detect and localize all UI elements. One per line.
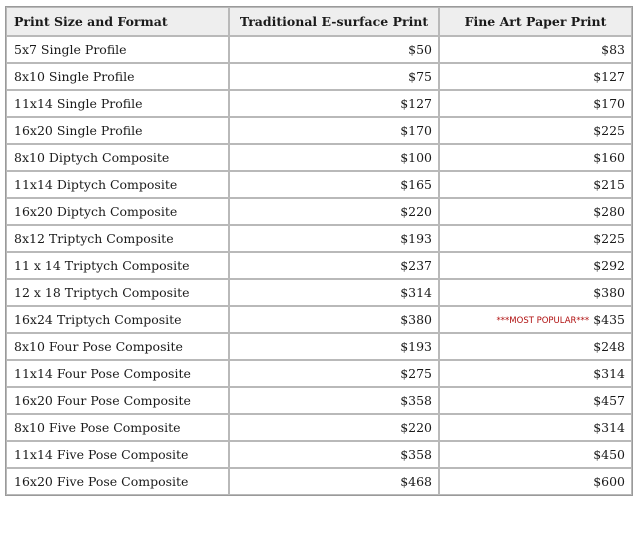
fine-art-price-cell: $314 (439, 414, 632, 441)
fine-art-price-cell: $225 (439, 117, 632, 144)
fine-art-price-cell: $127 (439, 63, 632, 90)
print-format-cell: 11x14 Diptych Composite (6, 171, 229, 198)
table-row (6, 117, 632, 144)
fine-art-price-cell: $83 (439, 36, 632, 63)
print-format-cell: 16x20 Diptych Composite (6, 198, 229, 225)
traditional-price-cell: $193 (229, 333, 439, 360)
fine-art-price-cell: $215 (439, 171, 632, 198)
pricing-table (5, 6, 633, 496)
table-row (6, 333, 632, 360)
traditional-price-cell: $100 (229, 144, 439, 171)
table-row (6, 225, 632, 252)
traditional-price-cell: $275 (229, 360, 439, 387)
header-fine-art-print: Fine Art Paper Print (439, 7, 632, 36)
fine-art-price-cell: $314 (439, 360, 632, 387)
traditional-price-cell: $468 (229, 468, 439, 495)
header-traditional-print: Traditional E-surface Print (229, 7, 439, 36)
fine-art-price-cell: $170 (439, 90, 632, 117)
table-row (6, 468, 632, 495)
traditional-price-cell: $75 (229, 63, 439, 90)
print-format-cell: 8x10 Single Profile (6, 63, 229, 90)
fine-art-price-cell (439, 306, 632, 333)
traditional-price-cell: $165 (229, 171, 439, 198)
print-format-cell: 8x10 Four Pose Composite (6, 333, 229, 360)
fine-art-price-cell: $160 (439, 144, 632, 171)
traditional-price-cell: $220 (229, 414, 439, 441)
print-format-cell: 16x20 Four Pose Composite (6, 387, 229, 414)
traditional-price-cell: $314 (229, 279, 439, 306)
fine-art-price-cell: $280 (439, 198, 632, 225)
traditional-price-cell: $193 (229, 225, 439, 252)
traditional-price-cell: $50 (229, 36, 439, 63)
traditional-price-cell: $358 (229, 387, 439, 414)
print-format-cell: 8x10 Diptych Composite (6, 144, 229, 171)
print-format-cell: 16x24 Triptych Composite (6, 306, 229, 333)
traditional-price-cell: $237 (229, 252, 439, 279)
print-format-cell: 8x10 Five Pose Composite (6, 414, 229, 441)
fine-art-price-cell: $457 (439, 387, 632, 414)
table-row (6, 90, 632, 117)
fine-art-price-cell: $292 (439, 252, 632, 279)
print-format-cell: 11x14 Five Pose Composite (6, 441, 229, 468)
fine-art-price-cell: $450 (439, 441, 632, 468)
print-format-cell: 5x7 Single Profile (6, 36, 229, 63)
fine-art-price-cell: $248 (439, 333, 632, 360)
table-row (6, 63, 632, 90)
print-format-cell: 16x20 Single Profile (6, 117, 229, 144)
fine-art-price-value: $435 (593, 312, 625, 327)
print-format-cell: 8x12 Triptych Composite (6, 225, 229, 252)
traditional-price-cell: $380 (229, 306, 439, 333)
table-row (6, 387, 632, 414)
traditional-price-cell: $220 (229, 198, 439, 225)
print-format-cell: 12 x 18 Triptych Composite (6, 279, 229, 306)
fine-art-price-cell: $225 (439, 225, 632, 252)
table-row (6, 279, 632, 306)
table-body (6, 36, 632, 495)
table-row (6, 198, 632, 225)
table-row (6, 171, 632, 198)
traditional-price-cell: $127 (229, 90, 439, 117)
table-row (6, 144, 632, 171)
table-row (6, 36, 632, 63)
print-format-cell: 11x14 Four Pose Composite (6, 360, 229, 387)
fine-art-price-cell: $380 (439, 279, 632, 306)
traditional-price-cell: $170 (229, 117, 439, 144)
print-format-cell: 16x20 Five Pose Composite (6, 468, 229, 495)
table-row (6, 252, 632, 279)
table-row (6, 306, 632, 333)
table-row (6, 441, 632, 468)
most-popular-badge: ***MOST POPULAR*** (496, 316, 590, 326)
fine-art-price-cell: $600 (439, 468, 632, 495)
table-header-row (6, 7, 632, 36)
table-row (6, 360, 632, 387)
header-print-size: Print Size and Format (6, 7, 229, 36)
table-row (6, 414, 632, 441)
print-format-cell: 11 x 14 Triptych Composite (6, 252, 229, 279)
print-format-cell: 11x14 Single Profile (6, 90, 229, 117)
traditional-price-cell: $358 (229, 441, 439, 468)
